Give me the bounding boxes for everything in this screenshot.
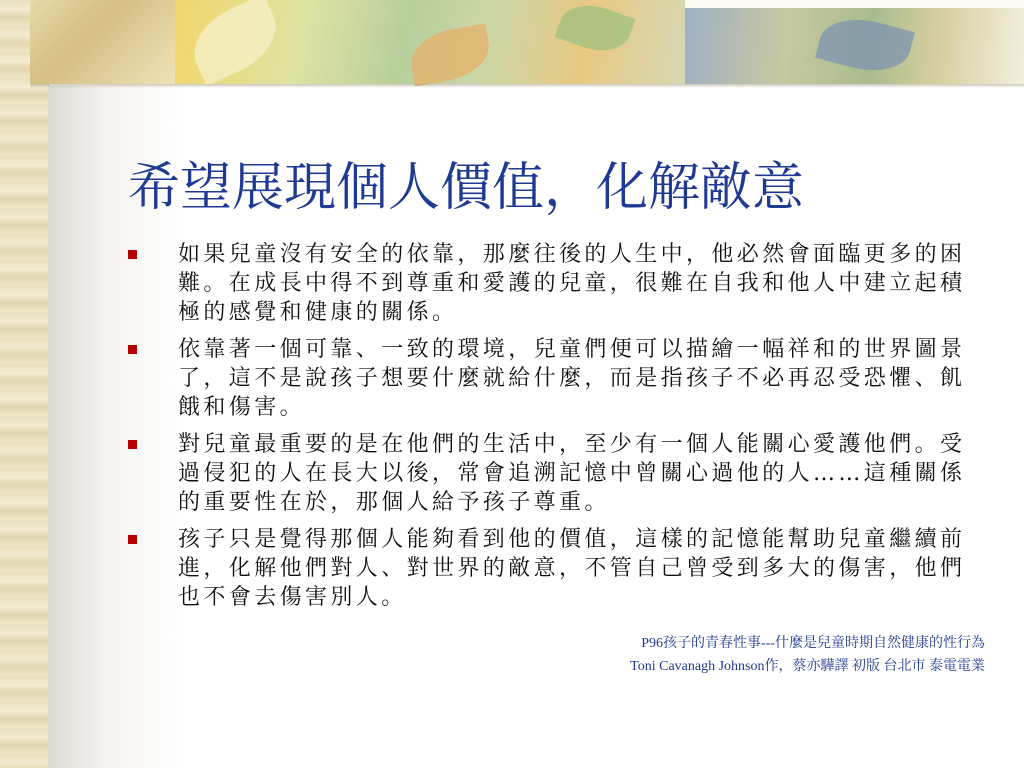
square-bullet-icon — [128, 535, 137, 544]
banner-panel-left — [30, 0, 175, 84]
bullet-text: 如果兒童沒有安全的依靠，那麼往後的人生中，他必然會面臨更多的困難。在成長中得不到尊重和愛護的兒童，很難在自我和他人中建立起積極的感覺和健康的關係。 — [178, 242, 966, 325]
slide-title: 希望展現個人價值，化解敵意 — [128, 158, 805, 218]
parchment-strip — [0, 0, 49, 768]
bullet-text: 孩子只是覺得那個人能夠看到他的價值，這樣的記憶能幫助兒童繼續前進，化解他們對人、對世界的敵意，不管自己曾受到多大的傷害，他們也不會去傷害別人。 — [178, 527, 966, 610]
square-bullet-icon — [128, 345, 137, 354]
square-bullet-icon — [128, 440, 137, 449]
header-banner-image — [0, 0, 1024, 86]
source-citation — [630, 632, 985, 678]
source-line-2: Toni Cavanagh Johnson作，蔡亦驊譯 初版 台北市 泰電電業 — [630, 659, 985, 674]
bullet-item — [128, 240, 978, 327]
banner-shadow — [30, 84, 1024, 88]
bullet-item — [128, 430, 978, 517]
bullet-text: 對兒童最重要的是在他們的生活中，至少有一個人能關心愛護他們。受過侵犯的人在長大以後，常會追溯記憶中曾關心過他的人……這種關係的重要性在於，那個人給予孩子尊重。 — [178, 432, 966, 515]
bullet-text: 依靠著一個可靠、一致的環境，兒童們便可以描繪一幅祥和的世界圖景了，這不是說孩子想要什麼就給什麼，而是指孩子不必再忍受恐懼、飢餓和傷害。 — [178, 337, 966, 420]
bullet-item — [128, 525, 978, 612]
square-bullet-icon — [128, 250, 137, 259]
bullet-list — [128, 240, 978, 620]
bullet-item — [128, 335, 978, 422]
source-line-1: P96孩子的青春性事---什麼是兒童時期自然健康的性行為 — [641, 636, 985, 651]
